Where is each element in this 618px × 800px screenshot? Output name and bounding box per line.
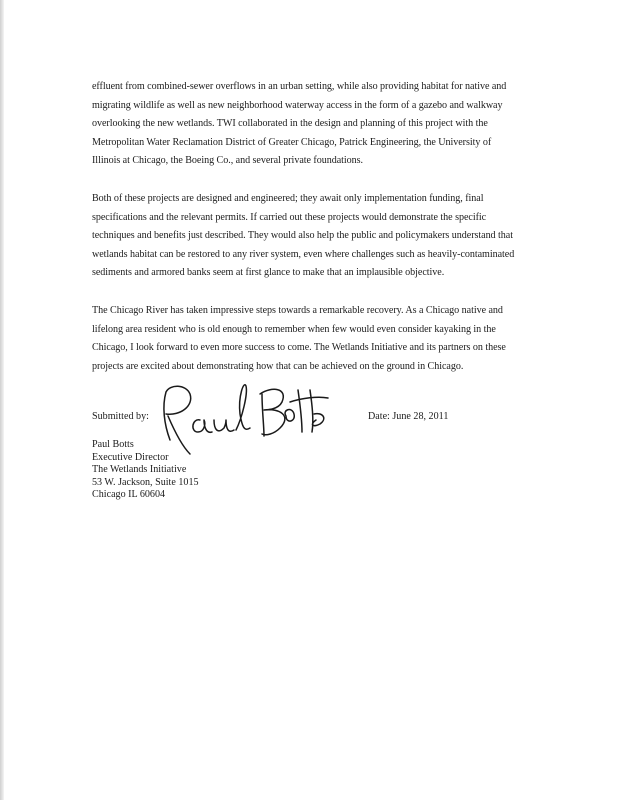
- paragraph-line: Illinois at Chicago, the Boeing Co., and several private foundations.: [92, 155, 363, 167]
- submitted-by-label: Submitted by:: [92, 411, 149, 422]
- signer-name: Paul Botts: [92, 439, 134, 450]
- body-paragraph-2: [92, 190, 552, 283]
- address-line: 53 W. Jackson, Suite 1015: [92, 476, 199, 488]
- signer-title: Executive Director: [92, 451, 169, 463]
- paragraph-line: projects are excited about demonstrating how that can be achieved on the ground in Chicago.: [92, 360, 464, 372]
- paragraph-line: overlooking the new wetlands. TWI collaborated in the design and planning of this project with the: [92, 118, 488, 130]
- body-paragraph-3: [92, 302, 552, 376]
- signer-organization: The Wetlands Initiative: [92, 464, 187, 476]
- paragraph-line: sediments and armored banks seem at first glance to make that an implausible objective.: [92, 267, 445, 279]
- paragraph-line: wetlands habitat can be restored to any river system, even where challenges such as heavily-contaminated: [92, 248, 515, 260]
- paragraph-line: effluent from combined-sewer overflows in an urban setting, while also providing habitat for native and: [92, 81, 507, 92]
- address-line: Chicago IL 60604: [92, 489, 166, 501]
- signature-date: Date: June 28, 2011: [368, 411, 449, 422]
- paragraph-line: Chicago, I look forward to even more success to come. The Wetlands Initiative and its partners on these: [92, 342, 506, 354]
- paragraph-line: Metropolitan Water Reclamation District of Greater Chicago, Patrick Engineering, the University of: [92, 136, 492, 148]
- paragraph-line: Both of these projects are designed and engineered; they await only implementation funding, final: [92, 193, 484, 204]
- paragraph-line: lifelong area resident who is old enough to remember when few would even consider kayaking in the: [92, 323, 496, 335]
- paragraph-line: specifications and the relevant permits. If carried out these projects would demonstrate the specific: [92, 211, 487, 223]
- paragraph-line: migrating wildlife as well as new neighborhood waterway access in the form of a gazebo and walkway: [92, 99, 503, 111]
- scan-edge: [0, 0, 4, 800]
- body-paragraph-1: [92, 78, 552, 171]
- signature-block: [92, 439, 199, 502]
- paragraph-line: The Chicago River has taken impressive steps towards a remarkable recovery. As a Chicago native and: [92, 305, 503, 316]
- paragraph-line: techniques and benefits just described. They would also help the public and policymakers understand that: [92, 230, 513, 242]
